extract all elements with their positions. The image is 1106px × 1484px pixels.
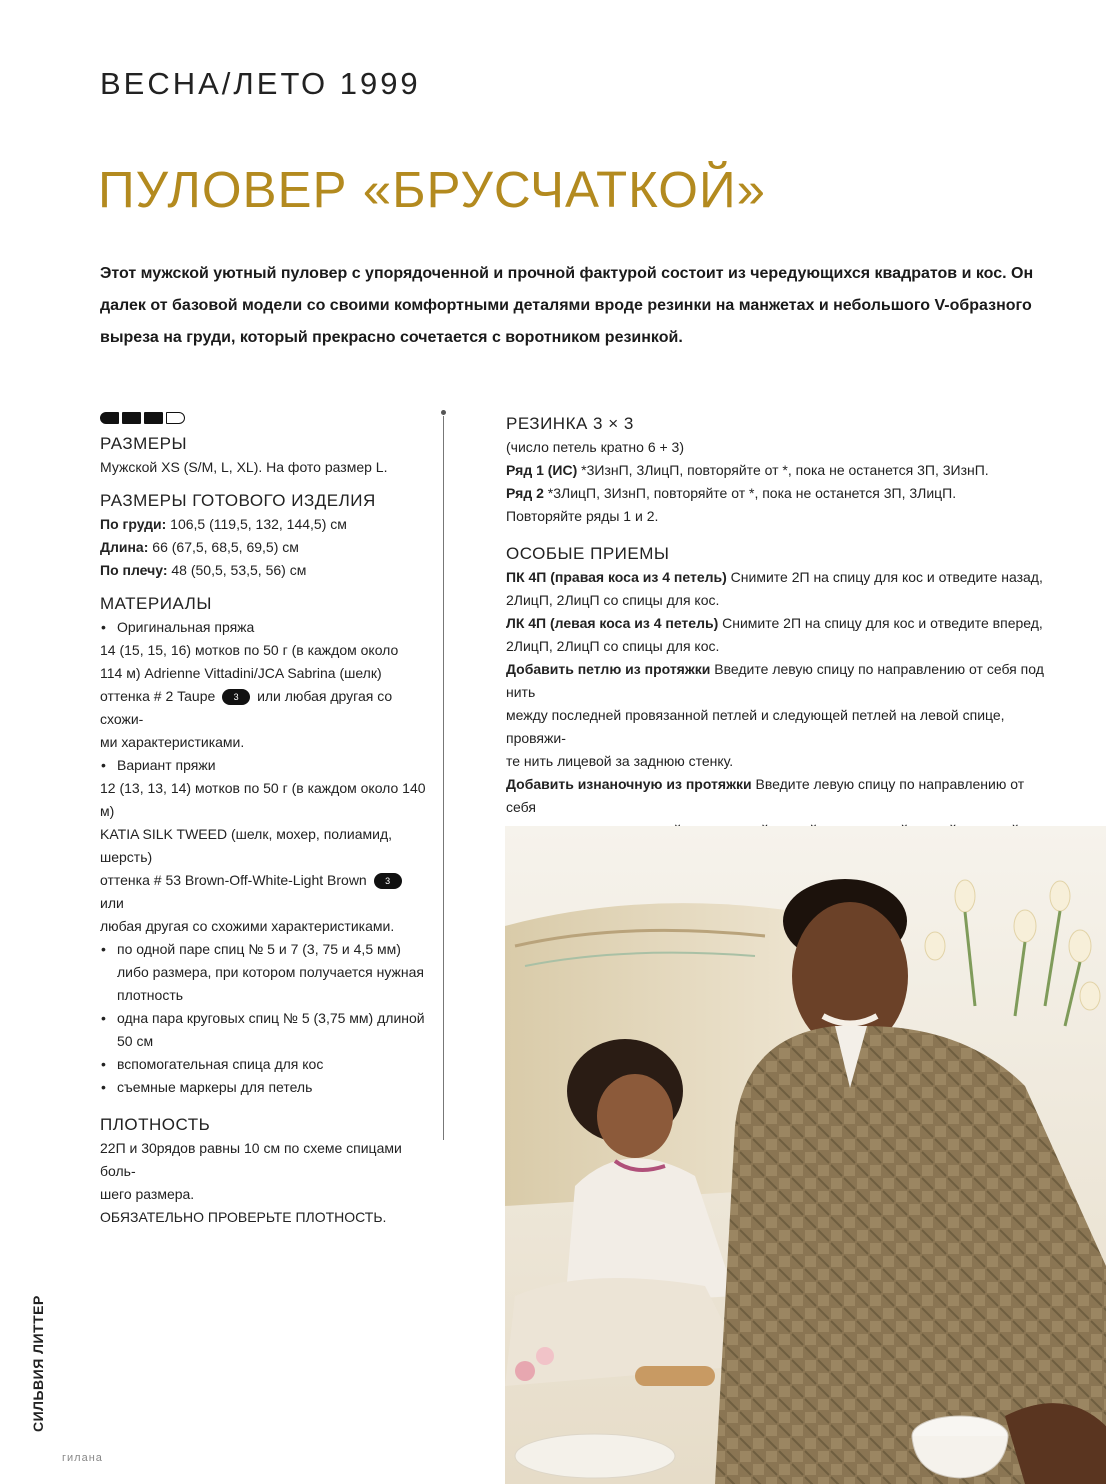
left-cable-def: ЛК 4П (левая коса из 4 петель) Снимите 2П на спицу для кос и отведите вперед, (506, 615, 1043, 631)
needles-item: • по одной паре спиц № 5 и 7 (3, 75 и 4,5 мм) либо размера, при котором получается нужная плотность (100, 938, 430, 1007)
original-yarn-line: 14 (15, 15, 16) мотков по 50 г (в каждом около (100, 642, 399, 658)
alt-yarn-title: • Вариант пряжи (100, 754, 430, 777)
chest-measure: По груди: 106,5 (119,5, 132, 144,5) см (100, 516, 347, 532)
right-column (506, 412, 1046, 888)
divider-dot (441, 410, 446, 415)
right-cable-def: ПК 4П (правая коса из 4 петель) Снимите 2П на спицу для кос и отведите назад, (506, 569, 1043, 585)
column-divider (443, 416, 444, 1140)
sizes-text: Мужской XS (S/M, L, XL). На фото размер L. (100, 459, 388, 475)
materials-heading: МАТЕРИАЛЫ (100, 594, 212, 613)
alt-yarn-line: KATIA SILK TWEED (шелк, мохер, полиамид, шерсть) (100, 826, 393, 865)
yarn-weight-icon: 3 (222, 689, 250, 705)
model-photo (505, 826, 1106, 1484)
right-cable-def-cont: 2ЛицП, 2ЛицП со спицы для кос. (506, 592, 720, 608)
rib-multiple: (число петель кратно 6 + 3) (506, 439, 685, 455)
increase-knit-def-cont: между последней провязанной петлей и следующей петлей на левой спице, провяжи- (506, 707, 1005, 746)
intro-paragraph: Этот мужской уютный пуловер с упорядоченной и прочной фактурой состоит из чередующихся квадратов и кос. Он далек от базовой модели со своими комфортными деталями вроде резинки на манжетах и небольшого V-образного выреза на груди, который прекрасно сочетается с воротником резинкой. (100, 265, 1034, 346)
pattern-title: ПУЛОВЕР «БРУСЧАТКОЙ» (98, 161, 766, 218)
rib-repeat: Повторяйте ряды 1 и 2. (506, 508, 659, 524)
left-column (100, 412, 430, 1229)
alt-yarn-line: любая другая со схожими характеристиками. (100, 918, 395, 934)
circular-needles-item: • одна пара круговых спиц № 5 (3,75 мм) длиной 50 см (100, 1007, 430, 1053)
alt-yarn-line: 12 (13, 13, 14) мотков по 50 г (в каждом около 140 м) (100, 780, 426, 819)
rib-row-2: Ряд 2 *3ЛицП, 3ИзнП, повторяйте от *, пока не останется 3П, 3ЛицП. (506, 485, 957, 501)
alt-yarn-line: оттенка # 53 Brown-Off-White-Light Brown 3 или (100, 869, 430, 915)
sizes-heading: РАЗМЕРЫ (100, 434, 188, 453)
gauge-warning: ОБЯЗАТЕЛЬНО ПРОВЕРЬТЕ ПЛОТНОСТЬ. (100, 1209, 387, 1225)
original-yarn-line: 114 м) Adrienne Vittadini/JCA Sabrina (шелк) (100, 665, 382, 681)
skill-level-icon (100, 412, 430, 424)
rib-heading: РЕЗИНКА 3 × 3 (506, 414, 634, 433)
increase-purl-def: Добавить изнаночную из протяжки Введите левую спицу по направлению от себя (506, 776, 1025, 815)
original-yarn-line: оттенка # 2 Taupe 3 или любая другая со схожи- (100, 688, 393, 727)
length-measure: Длина: 66 (67,5, 68,5, 69,5) см (100, 539, 299, 555)
original-yarn-title: • Оригинальная пряжа (100, 616, 430, 639)
cable-needle-item: • вспомогательная спица для кос (100, 1053, 430, 1076)
season-heading: ВЕСНА/ЛЕТО 1999 (100, 66, 421, 101)
watermark: гилана (62, 1452, 103, 1464)
special-heading: ОСОБЫЕ ПРИЕМЫ (506, 544, 670, 563)
rib-row-1: Ряд 1 (ИС) *3ИзнП, 3ЛицП, повторяйте от *, пока не останется 3П, 3ИзнП. (506, 462, 989, 478)
gauge-line: 22П и 30рядов равны 10 см по схеме спицами боль- (100, 1140, 402, 1179)
left-cable-def-cont: 2ЛицП, 2ЛицП со спицы для кос. (506, 638, 720, 654)
gauge-line: шего размера. (100, 1186, 195, 1202)
increase-knit-def: Добавить петлю из протяжки Введите левую спицу по направлению от себя под нить (506, 661, 1044, 700)
original-yarn-line: ми характеристиками. (100, 734, 245, 750)
author-side-label: СИЛЬВИЯ ЛИТТЕР (30, 1295, 46, 1432)
shoulder-measure: По плечу: 48 (50,5, 53,5, 56) см (100, 562, 307, 578)
markers-item: • съемные маркеры для петель (100, 1076, 430, 1099)
yarn-weight-icon: 3 (374, 873, 402, 889)
increase-knit-def-cont: те нить лицевой за заднюю стенку. (506, 753, 734, 769)
finished-heading: РАЗМЕРЫ ГОТОВОГО ИЗДЕЛИЯ (100, 491, 376, 510)
gauge-heading: ПЛОТНОСТЬ (100, 1115, 211, 1134)
